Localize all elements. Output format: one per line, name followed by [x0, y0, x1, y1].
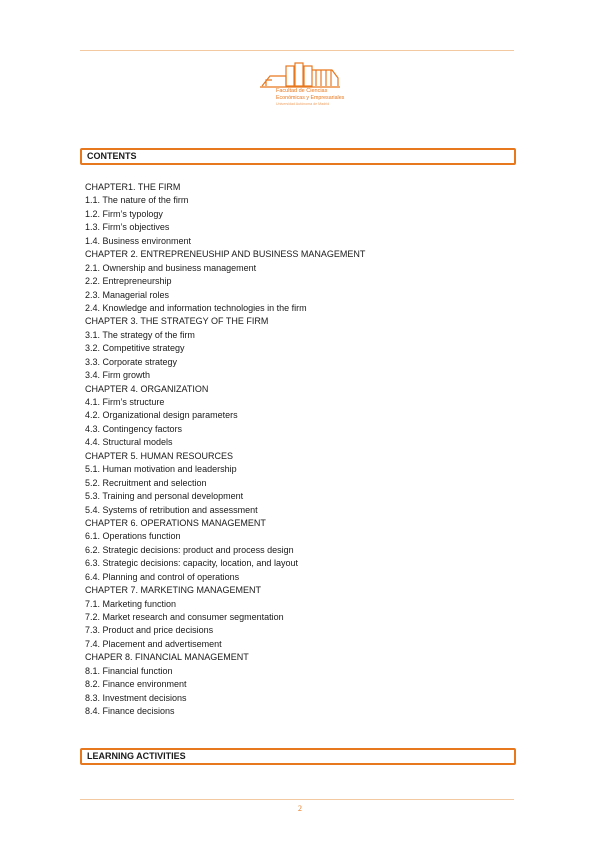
- toc-item: 3.2. Competitive strategy: [85, 343, 185, 354]
- contents-heading: CONTENTS: [80, 148, 516, 165]
- toc-item: 7.3. Product and price decisions: [85, 625, 214, 636]
- toc-item: 4.1. Firm’s structure: [85, 397, 165, 407]
- toc-item: 1.2. Firm’s typology: [85, 208, 163, 219]
- toc-item: 6.3. Strategic decisions: capacity, location, and layout: [85, 558, 298, 569]
- toc-chapter-8: CHAPER 8. FINANCIAL MANAGEMENT: [85, 652, 249, 663]
- toc-item: 6.1. Operations function: [85, 531, 181, 542]
- toc-item: 8.4. Finance decisions: [85, 706, 175, 717]
- toc-item: 2.2. Entrepreneurship: [85, 276, 172, 287]
- toc-item: 4.2. Organizational design parameters: [85, 410, 238, 421]
- logo-line-1: Facultad de Ciencias: [276, 88, 328, 94]
- toc-item: 3.1. The strategy of the firm: [85, 329, 195, 340]
- toc-item: 7.2. Market research and consumer segmentation: [85, 612, 284, 622]
- toc-item: 1.1. The nature of the firm: [85, 195, 189, 206]
- logo-line-2: Económicas y Empresariales: [276, 95, 345, 101]
- toc-item: 5.4. Systems of retribution and assessment: [85, 504, 258, 515]
- header-rule: [80, 50, 514, 51]
- toc-item: 7.1. Marketing function: [85, 598, 177, 609]
- toc-item: 3.3. Corporate strategy: [85, 356, 178, 367]
- toc-item: 3.4. Firm growth: [85, 370, 151, 381]
- toc-item: 6.4. Planning and control of operations: [85, 571, 240, 582]
- toc-item: 2.1. Ownership and business management: [85, 262, 257, 273]
- toc-item: 4.4. Structural models: [85, 437, 173, 448]
- toc-item: 7.4. Placement and advertisement: [85, 638, 222, 649]
- logo-line-3: Universidad Autónoma de Madrid: [276, 102, 330, 106]
- toc-chapter-5: CHAPTER 5. HUMAN RESOURCES: [85, 450, 234, 461]
- toc-item: 6.2. Strategic decisions: product and process design: [85, 544, 294, 555]
- faculty-building-logo-icon: [258, 58, 342, 90]
- toc-item: 8.2. Finance environment: [85, 679, 187, 690]
- toc-item: 2.4. Knowledge and information technologies in the firm: [85, 302, 307, 313]
- toc-chapter-3: CHAPTER 3. THE STRATEGY OF THE FIRM: [85, 316, 269, 327]
- toc-item: 5.2. Recruitment and selection: [85, 477, 207, 488]
- toc-chapter-4: CHAPTER 4. ORGANIZATION: [85, 383, 209, 394]
- toc-chapter-7: CHAPTER 7. MARKETING MANAGEMENT: [85, 585, 262, 596]
- faculty-logo: [258, 58, 345, 112]
- toc-item: 8.3. Investment decisions: [85, 692, 187, 703]
- toc-chapter-6: CHAPTER 6. OPERATIONS MANAGEMENT: [85, 517, 266, 528]
- toc-item: 5.3. Training and personal development: [85, 491, 244, 502]
- footer-rule: [80, 799, 514, 800]
- toc-item: 2.3. Managerial roles: [85, 289, 170, 300]
- toc-item: 8.1. Financial function: [85, 665, 173, 676]
- toc-item: 5.1. Human motivation and leadership: [85, 464, 237, 475]
- page-number: 2: [298, 804, 302, 813]
- toc-chapter-2: CHAPTER 2. ENTREPRENEUSHIP AND BUSINESS MANAGEMENT: [85, 249, 366, 260]
- toc-chapter-1: CHAPTER1. THE FIRM: [85, 182, 181, 192]
- table-of-contents: [85, 181, 515, 719]
- toc-item: 4.3. Contingency factors: [85, 423, 183, 434]
- toc-item: 1.4. Business environment: [85, 235, 192, 246]
- toc-item: 1.3. Firm’s objectives: [85, 222, 170, 233]
- learning-activities-heading: LEARNING ACTIVITIES: [80, 748, 516, 765]
